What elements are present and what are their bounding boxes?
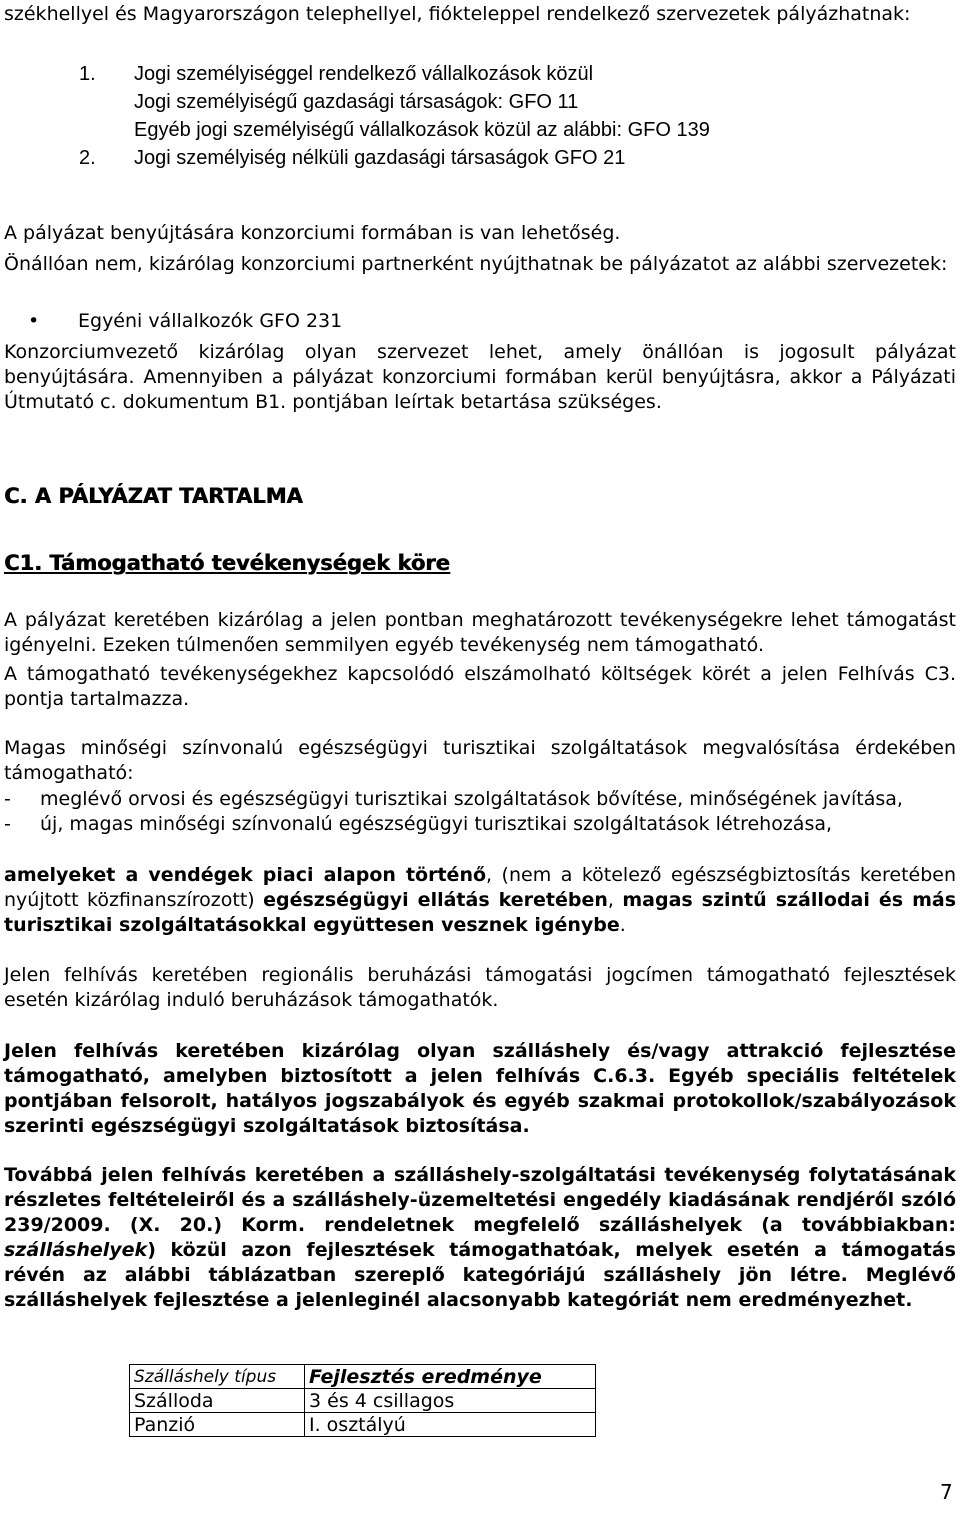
- c1-paragraph-7: [4, 1163, 956, 1313]
- text-normal: .: [619, 914, 626, 936]
- text-bold: egészségügyi ellátás keretében: [263, 889, 608, 911]
- c1-paragraph-6: Jelen felhívás keretében kizárólag olyan szálláshely és/vagy attrakció fejlesztése támogatható, amelyben biztosított a jelen felhívás C.6.3. Egyéb speciális feltételek pontjában felsorolt, hatályos jogszabályok és egyéb szakmai protokollok/szabályozások szerinti egészségügyi szolgáltatások biztosítása.: [4, 1040, 956, 1137]
- section-c1-title: C1. Támogatható tevékenységek köre: [4, 551, 450, 575]
- text-bold: ) közül azon fejlesztések támogathatóak, melyek esetén a támogatás révén az alábbi táblázatban szereplő kategóriájú szálláshely jön létre. Meglévő szálláshelyek fejlesztése a jelenleginél alacsonyabb kategóriát nem eredményezhet.: [4, 1239, 956, 1311]
- text-normal: , (nem a kötelező egészségbiztosítás keretében nyújtott közfinanszírozott): [4, 864, 957, 911]
- c1-paragraph-2: A támogatható tevékenységekhez kapcsolódó elszámolható költségek körét a jelen Felhívás C3. pontja tartalmazza.: [4, 663, 956, 710]
- c1-paragraph-5: Jelen felhívás keretében regionális beruházási támogatási jogcímen támogatható fejlesztések esetén kizárólag induló beruházások támogathatók.: [4, 964, 956, 1011]
- table-header-result: Fejlesztés eredménye: [305, 1365, 596, 1389]
- section-c-title: C. A PÁLYÁZAT TARTALMA: [4, 484, 303, 508]
- dash-icon: -: [4, 813, 11, 835]
- list-item-2-title: Jogi személyiség nélküli gazdasági társaságok GFO 21: [134, 147, 626, 169]
- c1-paragraph-1: A pályázat keretében kizárólag a jelen pontban meghatározott tevékenységekre lehet támogatást igényelni. Ezeken túlmenően semmilyen egyéb tevékenység nem támogatható.: [4, 609, 956, 656]
- list-item-1-sub-a: Jogi személyiségű gazdasági társaságok: GFO 11: [134, 91, 579, 113]
- table-row: [130, 1389, 596, 1413]
- dash-item-2: új, magas minőségi színvonalú egészségügyi turisztikai szolgáltatások létrehozása,: [40, 813, 833, 835]
- list-item-1-sub-b: Egyéb jogi személyiségű vállalkozások közül az alábbi: GFO 139: [134, 119, 710, 141]
- table-cell-result: I. osztályú: [305, 1413, 596, 1437]
- eligibility-list: [4, 63, 956, 175]
- consortium-possible: A pályázat benyújtására konzorciumi formában is van lehetőség.: [4, 222, 621, 244]
- intro-paragraph: székhellyel és Magyarországon telephellyel, fiókteleppel rendelkező szervezetek pályázhatnak:: [4, 3, 911, 25]
- c1-paragraph-3: Magas minőségi színvonalú egészségügyi turisztikai szolgáltatások megvalósítása érdekében támogatható:: [4, 737, 956, 784]
- text-bold: Továbbá jelen felhívás keretében a szálláshely-szolgáltatási tevékenység folytatásának részletes feltételeiről és a szálláshely-üzemeltetési engedély kiadásának rendjéről szóló 239/2009. (X. 20.) Korm. rendeletnek megfelelő szálláshelyek (a továbbiakban:: [4, 1164, 956, 1236]
- list-number-1: 1.: [79, 63, 96, 85]
- table-cell-type: Panzió: [130, 1413, 305, 1437]
- dash-icon: -: [4, 788, 11, 810]
- list-number-2: 2.: [79, 147, 96, 169]
- table-row: [130, 1413, 596, 1437]
- table-header-type: Szálláshely típus: [130, 1365, 305, 1389]
- list-item-1-title: Jogi személyiséggel rendelkező vállalkozások közül: [134, 63, 594, 85]
- table-cell-result: 3 és 4 csillagos: [305, 1389, 596, 1413]
- dash-list: [4, 787, 956, 837]
- page-number: 7: [940, 1480, 953, 1504]
- table-header-row: [130, 1365, 596, 1389]
- consortium-only-paragraph: Önállóan nem, kizárólag konzorciumi partnerként nyújthatnak be pályázatot az alábbi szervezetek:: [4, 253, 948, 275]
- text-normal: ,: [607, 889, 623, 911]
- table-cell-type: Szálloda: [130, 1389, 305, 1413]
- bullet-item: Egyéni vállalkozók GFO 231: [78, 310, 343, 332]
- text-bold: amelyeket a vendégek piaci alapon történő: [4, 864, 487, 886]
- accommodation-table: [129, 1364, 596, 1437]
- dash-item-1: meglévő orvosi és egészségügyi turisztikai szolgáltatások bővítése, minőségének javítása,: [40, 788, 903, 810]
- text-bold: magas szintű szállodai és más turisztikai szolgáltatásokkal együttesen vesznek igénybe: [4, 889, 957, 936]
- text-bold-italic: szálláshelyek: [4, 1239, 148, 1261]
- c1-paragraph-4: [4, 863, 956, 938]
- consortium-leader-paragraph: Konzorciumvezető kizárólag olyan szervezet lehet, amely önállóan is jogosult pályázat benyújtására. Amennyiben a pályázat konzorciumi formában kerül benyújtásra, akkor a Pályázati Útmutató c. dokumentum B1. pontjában leírtak betartása szükséges.: [4, 341, 956, 413]
- bullet-icon: •: [28, 310, 40, 332]
